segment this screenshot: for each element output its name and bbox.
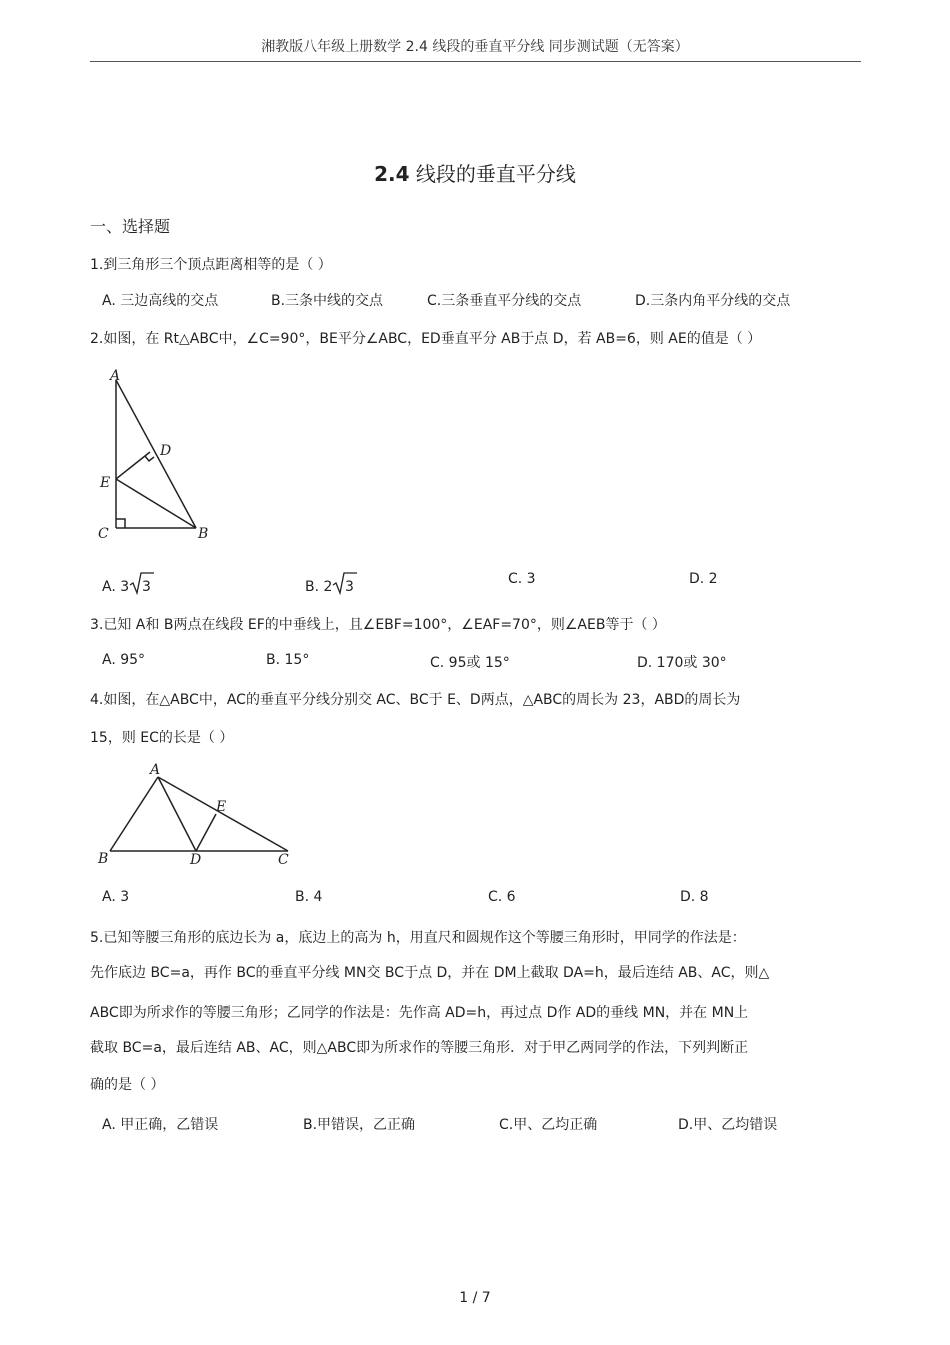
q4-stem-line2: 15，则 EC的长是（ ） [90, 730, 234, 746]
segment-eb [116, 479, 196, 528]
q1-stem: 1.到三角形三个顶点距离相等的是（ ） [90, 257, 332, 273]
section-heading: 一、选择题 [90, 217, 171, 236]
label-a: A [150, 762, 161, 778]
segment-ab [116, 380, 196, 528]
label-d: D [190, 852, 202, 868]
q5-line4: 截取 BC=a，最后连结 AB、AC，则△ABC即为所求作的等腰三角形．对于甲乙两同学的作法，下列判断正 [90, 1040, 749, 1056]
q2-figure [92, 366, 222, 546]
label-d: D [160, 443, 172, 459]
title-number: 2.4 [374, 162, 410, 186]
label-e: E [100, 475, 111, 491]
q5-option-c: C.甲、乙均正确 [499, 1117, 598, 1133]
q5-line5: 确的是（ ） [90, 1077, 165, 1093]
q2-option-b-label: B. 2 [305, 579, 333, 595]
header-rule [90, 61, 861, 62]
q5-option-b: B.甲错误，乙正确 [303, 1117, 416, 1133]
label-b: B [98, 851, 109, 867]
label-a: A [110, 368, 121, 384]
page-header: 湘教版八年级上册数学 2.4 线段的垂直平分线 同步测试题（无答案） [261, 39, 689, 55]
q2-option-a-label: A. 3 [102, 579, 130, 595]
right-angle-mark-d [145, 456, 154, 461]
label-c: C [98, 526, 109, 542]
q3-option-a: A. 95° [102, 652, 146, 668]
right-angle-mark-c [116, 519, 125, 528]
q4-option-d: D. 8 [680, 889, 709, 905]
q1-option-d: D.三条内角平分线的交点 [635, 293, 791, 309]
q3-option-b: B. 15° [266, 652, 310, 668]
segment-de [196, 814, 216, 851]
page-number: 1 / 7 [459, 1290, 491, 1306]
q3-option-d: D. 170或 30° [637, 655, 727, 671]
q5-line1: 5.已知等腰三角形的底边长为 a，底边上的高为 h，用直尺和圆规作这个等腰三角形时，甲同学的作法是： [90, 930, 746, 946]
page-title [0, 158, 950, 187]
q4-option-a: A. 3 [102, 889, 130, 905]
q3-option-c: C. 95或 15° [430, 655, 510, 671]
q5-line3: ABC即为所求作的等腰三角形；乙同学的作法是：先作高 AD=h，再过点 D作 AD的垂线 MN，并在 MN上 [90, 1005, 749, 1021]
q4-stem-line1: 4.如图，在△ABC中，AC的垂直平分线分别交 AC、BC于 E、D两点，△ABC的周长为 23，ABD的周长为 [90, 692, 741, 708]
q5-option-d: D.甲、乙均错误 [678, 1117, 778, 1133]
segment-ab [110, 777, 158, 851]
q5-line2: 先作底边 BC=a，再作 BC的垂直平分线 MN交 BC于点 D，并在 DM上截取 DA=h，最后连结 AB、AC，则△ [90, 965, 770, 981]
title-text: 线段的垂直平分线 [415, 162, 576, 186]
q2-stem: 2.如图，在 Rt△ABC中，∠C=90°，BE平分∠ABC，ED垂直平分 AB于点 D，若 AB=6，则 AE的值是（ ） [90, 331, 762, 347]
label-e: E [216, 799, 227, 815]
q5-option-a: A. 甲正确，乙错误 [102, 1117, 219, 1133]
q4-option-b: B. 4 [295, 889, 323, 905]
q1-option-b: B.三条中线的交点 [271, 293, 384, 309]
q2-option-c: C. 3 [508, 571, 536, 587]
sqrt-symbol [129, 571, 155, 595]
label-b: B [198, 526, 209, 542]
q4-option-c: C. 6 [488, 889, 516, 905]
label-c: C [278, 852, 289, 868]
q1-option-a: A. 三边高线的交点 [102, 293, 219, 309]
q2-option-b [305, 571, 358, 595]
q2-option-b-radicand: 3 [345, 579, 355, 595]
q3-stem: 3.已知 A和 B两点在线段 EF的中垂线上，且∠EBF=100°，∠EAF=70°，则∠AEB等于（ ） [90, 617, 666, 633]
q2-option-a-radicand: 3 [142, 579, 152, 595]
q2-option-d: D. 2 [689, 571, 718, 587]
q2-option-a [102, 571, 155, 595]
sqrt-symbol [332, 571, 358, 595]
q4-figure [92, 760, 302, 870]
segment-ed [116, 452, 150, 479]
q1-option-c: C.三条垂直平分线的交点 [427, 293, 582, 309]
